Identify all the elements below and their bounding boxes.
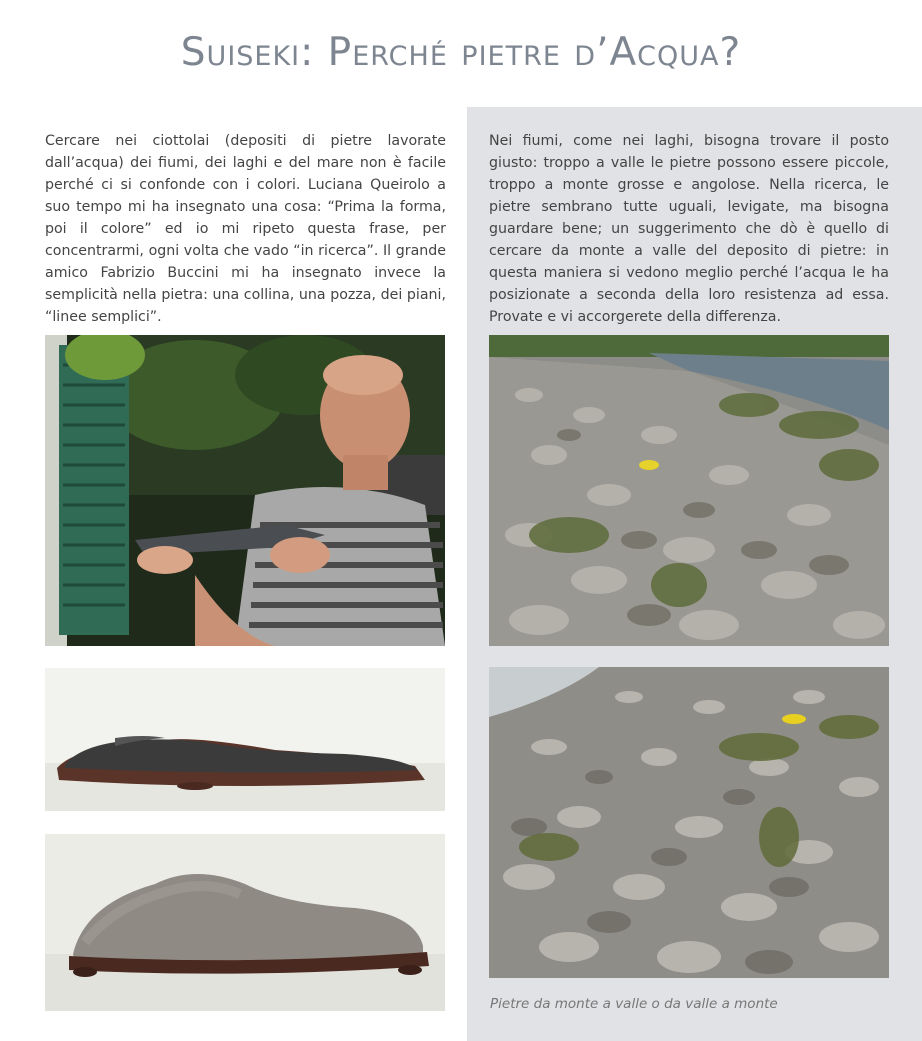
photo-riverbed-1: [489, 335, 889, 646]
photo-riverbed-2: [489, 667, 889, 978]
right-paragraph: Nei fiumi, come nei laghi, bisogna trovare il posto giusto: troppo a valle le pietre possono essere piccole, troppo a monte grosse e angolose. Nella ricerca, le pietre sembrano tutte uguali, levigate, ma bisogna guardare bene; un suggerimento che dò è quello di cercare da monte a valle del deposito di pietre: in questa maniera si vedono meglio perché l’acqua le ha posizionate a seconda della loro resistenza ad essa. Provate e vi accorgerete della differenza.: [489, 133, 889, 325]
left-paragraph: Cercare nei ciottolai (depositi di pietre lavorate dall’acqua) dei fiumi, dei laghi e del mare non è facile perché ci si confonde con i colori. Luciana Queirolo a suo tempo mi ha insegnato una cosa: “Prima la forma, poi il colore” ed io mi ripeto questa frase, per concentrarmi, ogni volta che vado “in ricerca”. Il grande amico Fabrizio Buccini mi ha insegnato invece la semplicità nella pietra: una collina, una pozza, dei piani, “linee semplici”.: [45, 133, 446, 325]
photo-dark-stone-daiza-image: [45, 668, 445, 811]
photo-gray-stone-daiza-image: [45, 834, 445, 1011]
photo-man-holding-stone: [45, 335, 445, 646]
page-title: Suiseki: Perché pietre d’Acqua?: [180, 30, 742, 75]
photo-riverbed-1-image: [489, 335, 889, 646]
photo-dark-stone-daiza: [45, 668, 445, 811]
photo-man-holding-stone-image: [45, 335, 445, 646]
photo-riverbed-2-image: [489, 667, 889, 978]
photo-caption: Pietre da monte a valle o da valle a monte: [490, 996, 778, 1012]
photo-gray-stone-daiza: [45, 834, 445, 1011]
